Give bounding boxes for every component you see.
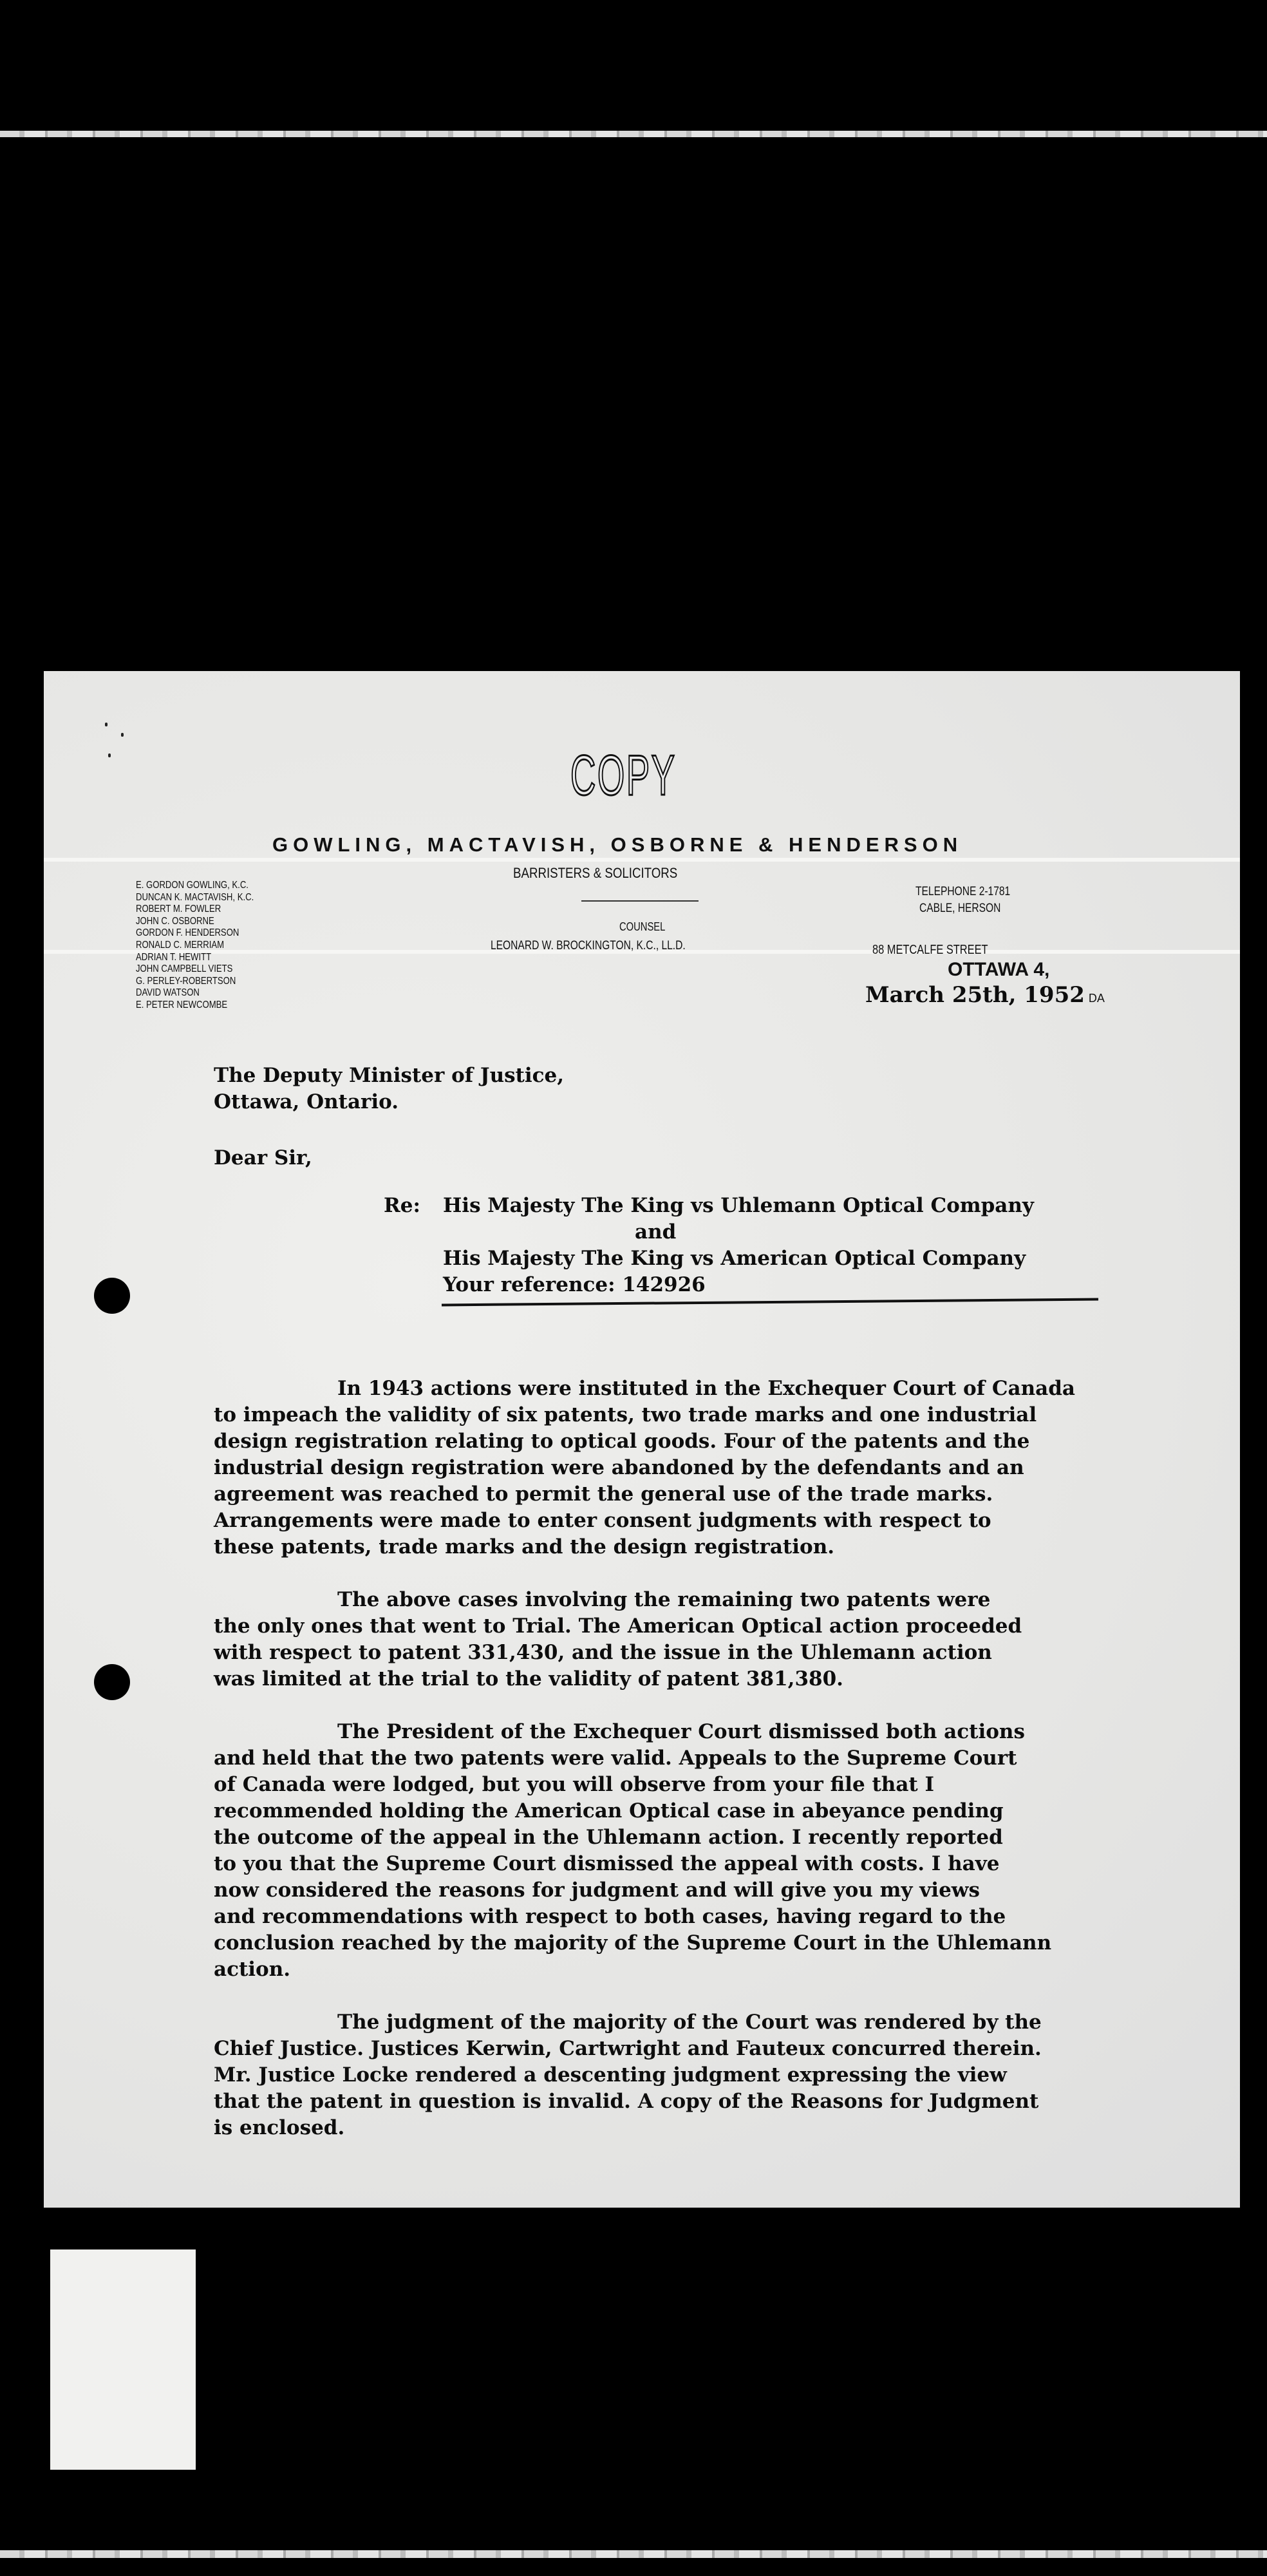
body-line: action. bbox=[214, 1958, 291, 1981]
re-line: His Majesty The King vs Uhlemann Optical Company bbox=[443, 1194, 1034, 1217]
margin-mark bbox=[121, 733, 124, 737]
body-line: to impeach the validity of six patents, two trade marks and one industrial bbox=[214, 1403, 1037, 1426]
body-line: the only ones that went to Trial. The American Optical action proceeded bbox=[214, 1615, 1022, 1638]
partner-name: ADRIAN T. HEWITT bbox=[136, 951, 212, 963]
body-line: The above cases involving the remaining two patents were bbox=[337, 1588, 991, 1611]
letter-date: March 25th, 1952 bbox=[865, 982, 1085, 1008]
firm-name: GOWLING, MACTAVISH, OSBORNE & HENDERSON bbox=[272, 833, 963, 856]
partner-name: ROBERT M. FOWLER bbox=[136, 904, 221, 915]
body-line: that the patent in question is invalid. A copy of the Reasons for Judgment bbox=[214, 2090, 1039, 2113]
re-line: His Majesty The King vs American Optical Company bbox=[443, 1247, 1026, 1270]
body-line: recommended holding the American Optical case in abeyance pending bbox=[214, 1799, 1004, 1823]
body-line: design registration relating to optical goods. Four of the patents and the bbox=[214, 1430, 1030, 1453]
addressee-line: Ottawa, Ontario. bbox=[214, 1090, 399, 1113]
date-row bbox=[865, 983, 1105, 1007]
letterhead-rule bbox=[581, 900, 699, 902]
body-line: the outcome of the appeal in the Uhlemann action. I recently reported bbox=[214, 1826, 1003, 1849]
body-line: agreement was reached to permit the general use of the trade marks. bbox=[214, 1482, 993, 1506]
body-line: these patents, trade marks and the design registration. bbox=[214, 1535, 835, 1558]
partner-name: DUNCAN K. MACTAVISH, K.C. bbox=[136, 891, 254, 903]
partner-list bbox=[136, 880, 254, 1012]
city: OTTAWA 4, bbox=[948, 959, 1050, 980]
body-line: The President of the Exchequer Court dismissed both actions bbox=[337, 1720, 1025, 1743]
body-line: Arrangements were made to enter consent judgments with respect to bbox=[214, 1509, 991, 1532]
paragraph bbox=[214, 2009, 1075, 2141]
copy-stamp: COPY bbox=[570, 743, 677, 807]
body-line: and held that the two patents were valid. Appeals to the Supreme Court bbox=[214, 1747, 1017, 1770]
body-line: In 1943 actions were instituted in the Exchequer Court of Canada bbox=[337, 1377, 1075, 1400]
partner-name: RONALD C. MERRIAM bbox=[136, 939, 225, 951]
firm-tagline: BARRISTERS & SOLICITORS bbox=[513, 865, 678, 881]
partner-name: G. PERLEY-ROBERTSON bbox=[136, 975, 236, 987]
salutation: Dear Sir, bbox=[214, 1146, 312, 1170]
paragraph bbox=[214, 1719, 1075, 1983]
body-line: Mr. Justice Locke rendered a descenting judgment expressing the view bbox=[214, 2063, 1007, 2087]
body-line: of Canada were lodged, but you will observe from your file that I bbox=[214, 1773, 935, 1796]
blank-paper-slip bbox=[50, 2249, 196, 2470]
counsel-name: LEONARD W. BROCKINGTON, K.C., LL.D. bbox=[491, 939, 686, 952]
body-line: The judgment of the majority of the Court was rendered by the bbox=[337, 2011, 1042, 2034]
addressee-line: The Deputy Minister of Justice, bbox=[214, 1064, 565, 1087]
body-line: to you that the Supreme Court dismissed the appeal with costs. I have bbox=[214, 1852, 1000, 1875]
body-line: now considered the reasons for judgment and will give you my views bbox=[214, 1879, 980, 1902]
partner-name: JOHN C. OSBORNE bbox=[136, 915, 214, 927]
re-line: and bbox=[635, 1220, 677, 1244]
body-line: is enclosed. bbox=[214, 2116, 345, 2139]
body-line: with respect to patent 331,430, and the issue in the Uhlemann action bbox=[214, 1641, 992, 1664]
re-label: Re: bbox=[384, 1194, 420, 1217]
partner-name: E. PETER NEWCOMBE bbox=[136, 999, 228, 1010]
body-line: conclusion reached by the majority of the Supreme Court in the Uhlemann bbox=[214, 1931, 1052, 1955]
paragraph bbox=[214, 1376, 1075, 1560]
body-line: industrial design registration were abandoned by the defendants and an bbox=[214, 1456, 1024, 1479]
body-line: was limited at the trial to the validity of patent 381,380. bbox=[214, 1667, 843, 1690]
addressee bbox=[214, 1063, 564, 1115]
punch-hole bbox=[94, 1278, 130, 1314]
partner-name: JOHN CAMPBELL VIETS bbox=[136, 963, 233, 975]
city-suffix: DA bbox=[1088, 992, 1105, 1005]
margin-mark bbox=[108, 753, 111, 757]
paper-fold bbox=[44, 858, 1240, 862]
body-line: and recommendations with respect to both cases, having regard to the bbox=[214, 1905, 1006, 1928]
street-address: 88 METCALFE STREET bbox=[872, 943, 988, 957]
counsel-label: COUNSEL bbox=[619, 920, 666, 933]
margin-mark bbox=[105, 723, 108, 726]
film-edge-top bbox=[0, 131, 1267, 137]
partner-name: DAVID WATSON bbox=[136, 987, 200, 999]
punch-hole bbox=[94, 1664, 130, 1700]
reference-line: Your reference: 142926 bbox=[443, 1273, 706, 1296]
letter-body bbox=[214, 1376, 1075, 2141]
partner-name: GORDON F. HENDERSON bbox=[136, 927, 239, 939]
partner-name: E. GORDON GOWLING, K.C. bbox=[136, 880, 249, 891]
telephone: TELEPHONE 2-1781 bbox=[915, 885, 1011, 898]
cable-address: CABLE, HERSON bbox=[919, 902, 1001, 915]
paragraph bbox=[214, 1587, 1075, 1692]
film-edge-bottom bbox=[0, 2550, 1267, 2558]
body-line: Chief Justice. Justices Kerwin, Cartwright and Fauteux concurred therein. bbox=[214, 2037, 1042, 2060]
